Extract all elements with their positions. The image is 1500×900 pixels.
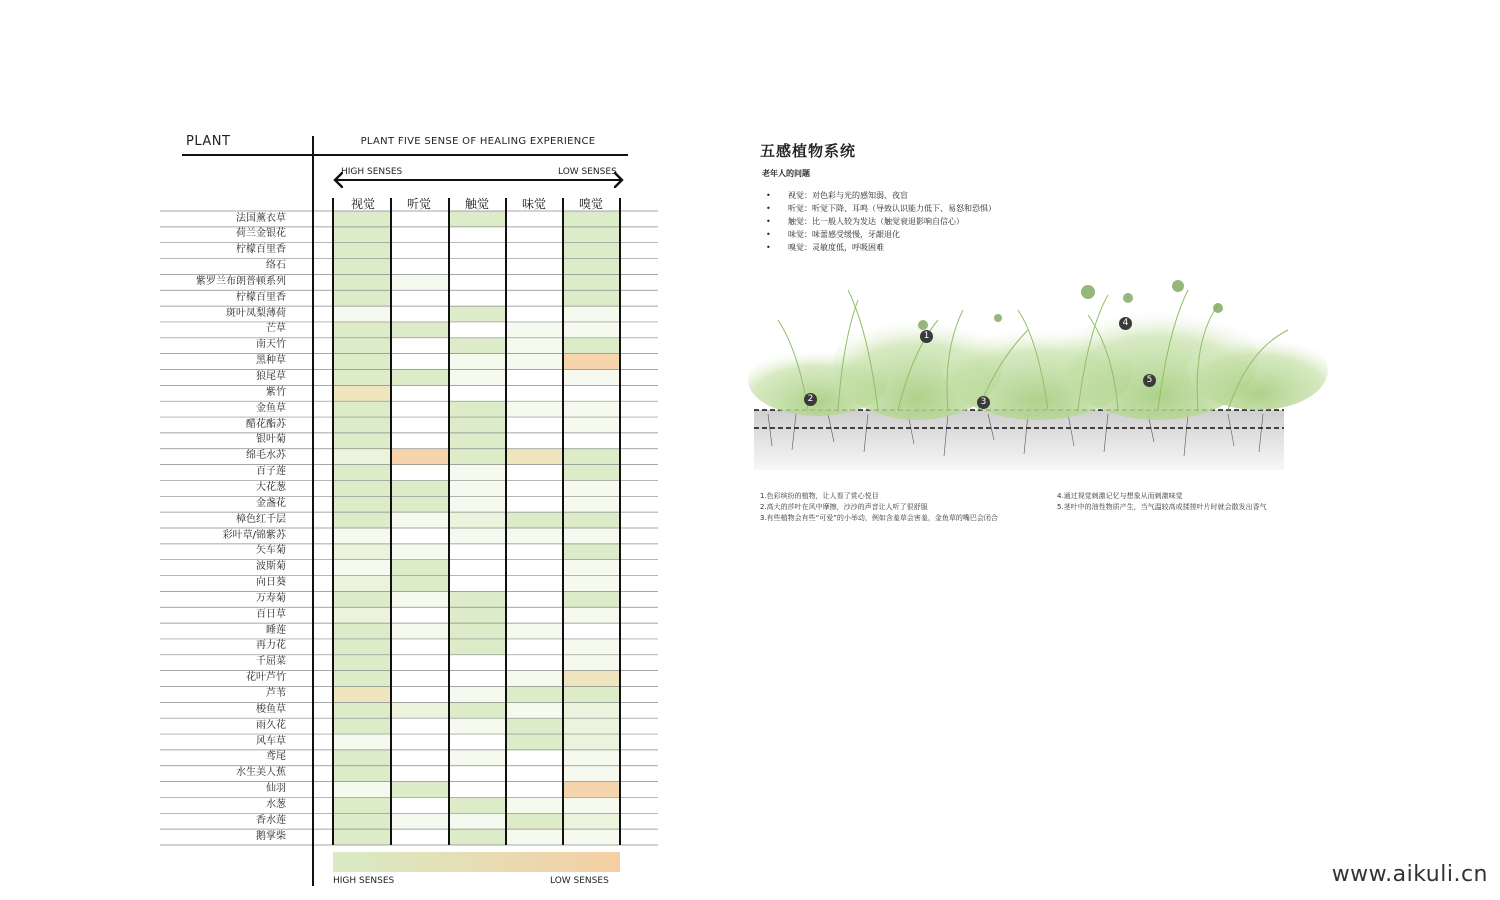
watermark: www.aikuli.cn — [1331, 862, 1488, 887]
heatmap-cell — [563, 274, 620, 290]
heatmap-cell — [333, 766, 391, 782]
heatmap-cell — [333, 449, 391, 465]
heatmap-cell — [563, 512, 620, 528]
heatmap-cell — [391, 512, 449, 528]
heatmap-cell — [333, 259, 391, 275]
heatmap-cell — [449, 385, 506, 401]
heatmap-cell — [449, 591, 506, 607]
heatmap-cell — [563, 813, 620, 829]
heatmap-cell — [449, 306, 506, 322]
plant-name: 柠檬百里香 — [236, 291, 286, 303]
heatmap-cell — [333, 465, 391, 481]
heatmap-cell — [391, 243, 449, 259]
plant-name: 法国薰衣草 — [236, 212, 286, 224]
heatmap-cell — [506, 338, 563, 354]
legend-high-label: HIGH SENSES — [333, 876, 395, 886]
panel-title: 五感植物系统 — [760, 142, 857, 160]
heatmap-cell — [391, 544, 449, 560]
heatmap-cell — [506, 702, 563, 718]
heatmap-cell — [333, 322, 391, 338]
plant-name: 香水莲 — [256, 814, 286, 826]
heatmap-cell — [506, 813, 563, 829]
heatmap-cell — [449, 687, 506, 703]
note-4: 4.通过视觉刺激记忆与想象从而刺激味觉 — [1057, 492, 1183, 500]
heatmap-cell — [449, 512, 506, 528]
heatmap-cell — [506, 370, 563, 386]
heatmap-cell — [563, 306, 620, 322]
heatmap-cell — [449, 766, 506, 782]
plant-name: 水生美人蕉 — [236, 767, 286, 779]
heatmap-cell — [506, 512, 563, 528]
heatmap-cell — [449, 528, 506, 544]
heatmap-cell — [449, 354, 506, 370]
heatmap-cell — [506, 496, 563, 512]
plant-name: 风车草 — [256, 735, 286, 747]
heatmap-cell — [563, 702, 620, 718]
heatmap-cell — [391, 274, 449, 290]
heatmap-cell — [506, 639, 563, 655]
heatmap-cell — [506, 797, 563, 813]
marker-2: 2 — [804, 393, 817, 406]
heatmap-cell — [563, 290, 620, 306]
heatmap-cell — [449, 702, 506, 718]
heatmap-cell — [563, 322, 620, 338]
heatmap-cell — [506, 591, 563, 607]
heatmap-cell — [391, 702, 449, 718]
experience-header: PLANT FIVE SENSE OF HEALING EXPERIENCE — [360, 136, 596, 147]
heatmap-cell — [506, 211, 563, 227]
plant-name: 绵毛水苏 — [246, 450, 286, 462]
plant-name: 柠檬百里香 — [236, 244, 286, 256]
heatmap-cell — [391, 496, 449, 512]
heatmap-cell — [333, 290, 391, 306]
heatmap-cell — [333, 702, 391, 718]
heatmap-cell — [333, 227, 391, 243]
plant-name: 醋花酯苏 — [246, 418, 286, 430]
plant-name: 狼尾草 — [256, 371, 286, 382]
heatmap-cell — [563, 782, 620, 798]
heatmap-cell — [391, 560, 449, 576]
heatmap-cell — [391, 211, 449, 227]
plant-name: 荷兰金银花 — [236, 228, 286, 240]
heatmap-cell — [449, 797, 506, 813]
heatmap-cell — [333, 211, 391, 227]
plant-name: 再力花 — [256, 640, 286, 652]
heatmap-cell — [449, 813, 506, 829]
heatmap-cell — [563, 607, 620, 623]
issue-item: • 听觉：听觉下降、耳鸣（导致认识能力低下、易怒和恐惧） — [766, 204, 996, 213]
heatmap-cell — [333, 243, 391, 259]
planting-section-illustration — [748, 270, 1328, 480]
heatmap-cell — [391, 227, 449, 243]
heatmap-cell — [333, 576, 391, 592]
heatmap-cell — [391, 591, 449, 607]
heatmap-cell — [449, 290, 506, 306]
heatmap-cell — [333, 655, 391, 671]
heatmap-cell — [333, 433, 391, 449]
heatmap-cell — [333, 480, 391, 496]
sense-header-touch: 触觉 — [464, 197, 489, 211]
heatmap-cell — [449, 417, 506, 433]
marker-4: 4 — [1119, 317, 1132, 330]
heatmap-cell — [391, 401, 449, 417]
plant-name: 紫罗兰布朗普顿系列 — [196, 275, 286, 287]
plant-name: 梭鱼草 — [256, 703, 286, 715]
heatmap-cell — [449, 576, 506, 592]
heatmap-cell — [333, 750, 391, 766]
heatmap-cell — [333, 512, 391, 528]
heatmap-cell — [506, 401, 563, 417]
plant-name: 金盏花 — [256, 497, 286, 509]
heatmap-cell — [333, 354, 391, 370]
heatmap-cell — [391, 338, 449, 354]
heatmap-cell — [506, 449, 563, 465]
heatmap-cell — [506, 290, 563, 306]
plant-name: 雨久花 — [256, 719, 286, 731]
plant-name: 紫竹 — [266, 386, 286, 398]
heatmap-cell — [391, 797, 449, 813]
heatmap-cell — [333, 306, 391, 322]
heatmap-cell — [563, 370, 620, 386]
issue-item: • 味觉：味蕾感受缓慢，牙龈退化 — [766, 230, 900, 239]
heatmap-cell — [506, 607, 563, 623]
issue-item: • 触觉：比一般人较为发达（触觉衰退影响自信心） — [766, 217, 964, 226]
heatmap-cell — [333, 734, 391, 750]
heatmap-cell — [563, 354, 620, 370]
heatmap-cell — [333, 338, 391, 354]
plant-name: 万寿菊 — [256, 592, 286, 604]
heatmap-cell — [333, 560, 391, 576]
heatmap-cell — [449, 829, 506, 845]
heatmap-cell — [449, 718, 506, 734]
plant-name: 睡莲 — [266, 624, 286, 636]
heatmap-cell — [506, 655, 563, 671]
heatmap-cell — [449, 480, 506, 496]
heatmap-cell — [391, 385, 449, 401]
heatmap-cell — [563, 591, 620, 607]
heatmap-cell — [563, 766, 620, 782]
heatmap-cell — [506, 734, 563, 750]
heatmap-cell — [563, 259, 620, 275]
heatmap-cell — [563, 687, 620, 703]
plant-name: 百日草 — [256, 608, 286, 620]
heatmap-cell — [563, 639, 620, 655]
plant-name: 向日葵 — [256, 577, 286, 589]
heatmap-cell — [333, 797, 391, 813]
issue-item: • 嗅觉：灵敏度低，呼吸困难 — [766, 243, 884, 252]
heatmap-cell — [449, 338, 506, 354]
heatmap-cell — [506, 750, 563, 766]
heatmap-cell — [333, 417, 391, 433]
heatmap-cell — [506, 623, 563, 639]
heatmap-cell — [449, 227, 506, 243]
heatmap-cell — [563, 655, 620, 671]
heatmap-cell — [449, 274, 506, 290]
heatmap-cell — [506, 766, 563, 782]
heatmap-cell — [449, 655, 506, 671]
plant-name: 水葱 — [266, 798, 286, 810]
heatmap-cell — [563, 544, 620, 560]
heatmap-cell — [449, 496, 506, 512]
plant-name: 仙羽 — [266, 783, 286, 795]
plant-name: 鹅掌柴 — [256, 830, 286, 842]
plant-name: 络石 — [266, 260, 286, 272]
marker-1: 1 — [920, 330, 933, 343]
heatmap-cell — [506, 576, 563, 592]
heatmap-cell — [391, 465, 449, 481]
heatmap-cell — [391, 718, 449, 734]
heatmap-cell — [506, 259, 563, 275]
plant-name: 百子莲 — [256, 466, 286, 478]
panel-subtitle: 老年人的问题 — [762, 169, 810, 178]
heatmap-cell — [449, 370, 506, 386]
heatmap-cell — [449, 750, 506, 766]
plant-name: 波斯菊 — [256, 561, 286, 573]
heatmap-cell — [506, 829, 563, 845]
heatmap-cell — [391, 607, 449, 623]
heatmap-cell — [391, 813, 449, 829]
heatmap-cell — [449, 322, 506, 338]
heatmap-cell — [563, 576, 620, 592]
plant-header: PLANT — [186, 134, 231, 149]
heatmap-cell — [506, 782, 563, 798]
heatmap-cell — [391, 354, 449, 370]
heatmap-cell — [506, 671, 563, 687]
heatmap-cell — [563, 623, 620, 639]
heatmap-cell — [391, 687, 449, 703]
heatmap-cell — [449, 607, 506, 623]
heatmap-cell — [449, 465, 506, 481]
heatmap-cell — [563, 480, 620, 496]
heatmap-cell — [391, 449, 449, 465]
plant-name: 银叶菊 — [256, 434, 286, 446]
heatmap-cell — [449, 449, 506, 465]
heatmap-cell — [506, 687, 563, 703]
heatmap-cell — [391, 480, 449, 496]
heatmap-cell — [506, 227, 563, 243]
heatmap-cell — [333, 274, 391, 290]
plant-name: 斑叶凤梨薄荷 — [226, 307, 286, 319]
heatmap-cell — [506, 354, 563, 370]
heatmap-cell — [391, 750, 449, 766]
heatmap-cell — [333, 829, 391, 845]
heatmap-cell — [506, 417, 563, 433]
plant-name: 花叶芦竹 — [246, 672, 286, 684]
heatmap-cell — [449, 243, 506, 259]
plant-name: 芒草 — [266, 323, 286, 335]
heatmap-cell — [563, 734, 620, 750]
heatmap-cell — [563, 211, 620, 227]
heatmap-cell — [506, 322, 563, 338]
heatmap-cell — [333, 496, 391, 512]
heatmap-cell — [391, 623, 449, 639]
marker-5: 5 — [1143, 374, 1156, 387]
heatmap-cell — [333, 401, 391, 417]
plant-name: 彩叶草/锦紫苏 — [222, 529, 286, 541]
note-2: 2.高大的莎叶在风中摩擦，沙沙的声音让人听了很舒服 — [760, 503, 928, 511]
heatmap-cell — [563, 718, 620, 734]
heatmap-cell — [563, 385, 620, 401]
heatmap-cell — [391, 782, 449, 798]
heatmap-cell — [391, 734, 449, 750]
foliage-mass — [1188, 330, 1328, 410]
heatmap-cell — [333, 718, 391, 734]
heatmap-cell — [563, 750, 620, 766]
heatmap-cell — [563, 465, 620, 481]
heatmap-cell — [333, 591, 391, 607]
heatmap-cell — [563, 401, 620, 417]
heatmap-cell — [333, 528, 391, 544]
sense-header-sight: 视觉 — [350, 197, 375, 211]
sense-header-hearing: 听觉 — [406, 197, 431, 211]
heatmap-cell — [506, 560, 563, 576]
plant-name: 芦苇 — [266, 688, 286, 699]
heatmap-cell — [391, 306, 449, 322]
heatmap-cell — [333, 607, 391, 623]
arrow-low-label: LOW SENSES — [558, 167, 617, 177]
heatmap-cell — [506, 306, 563, 322]
heatmap-cell — [563, 528, 620, 544]
heatmap-cell — [563, 243, 620, 259]
heatmap-cell — [391, 290, 449, 306]
heatmap-cell — [506, 480, 563, 496]
heatmap-cell — [391, 528, 449, 544]
plant-name: 鸢尾 — [266, 751, 286, 763]
heatmap-cell — [391, 370, 449, 386]
heatmap-cell — [563, 496, 620, 512]
heatmap-cell — [391, 322, 449, 338]
heatmap-cell — [391, 671, 449, 687]
plant-name: 千屈菜 — [256, 656, 286, 668]
heatmap-cell — [391, 639, 449, 655]
heatmap-cell — [563, 671, 620, 687]
heatmap-cell — [333, 813, 391, 829]
heatmap-cell — [333, 370, 391, 386]
plant-name: 金鱼草 — [256, 402, 286, 414]
arrow-high-label: HIGH SENSES — [341, 167, 403, 177]
heatmap-cell — [449, 671, 506, 687]
heatmap-cell — [449, 639, 506, 655]
heatmap-cell — [391, 259, 449, 275]
heatmap-cell — [449, 734, 506, 750]
heatmap-cell — [391, 433, 449, 449]
heatmap-cell — [391, 417, 449, 433]
plant-name: 樟色红千层 — [236, 513, 286, 525]
heatmap-cell — [563, 417, 620, 433]
heatmap-cell — [333, 544, 391, 560]
issue-item: • 视觉：对色彩与光的感知弱、夜盲 — [766, 191, 908, 200]
heatmap-cell — [506, 718, 563, 734]
plant-name: 大花葱 — [256, 481, 286, 493]
heatmap-cell — [563, 829, 620, 845]
heatmap-cell — [333, 385, 391, 401]
heatmap-cell — [506, 528, 563, 544]
heatmap-cell — [449, 211, 506, 227]
heatmap-cell — [449, 401, 506, 417]
heatmap-cell — [333, 782, 391, 798]
heatmap-cell — [333, 687, 391, 703]
note-5: 5.茎叶中的油性物质产生，当气温较高或揉搓叶片时就会散发出香气 — [1057, 503, 1267, 511]
heatmap-cell — [449, 433, 506, 449]
heatmap-cell — [563, 433, 620, 449]
heatmap-cell — [449, 623, 506, 639]
heatmap-cell — [449, 544, 506, 560]
heatmap-cell — [333, 623, 391, 639]
note-1: 1.色彩缤纷的植物，让人看了赏心悦目 — [760, 492, 879, 500]
heatmap-cell — [506, 385, 563, 401]
heatmap-cell — [333, 671, 391, 687]
heatmap-cell — [391, 576, 449, 592]
heatmap-cell — [563, 338, 620, 354]
heatmap-cell — [506, 465, 563, 481]
legend-gradient-bar — [333, 852, 620, 872]
sense-header-taste: 味觉 — [521, 197, 546, 211]
heatmap-cell — [391, 766, 449, 782]
plant-name: 矢车菊 — [256, 545, 286, 557]
heatmap-cell — [506, 544, 563, 560]
note-3: 3.有些植物会有些“可爱”的小举动，例如含羞草会害羞，金鱼草的嘴巴会闭合 — [760, 514, 998, 522]
sense-header-smell: 嗅觉 — [578, 197, 603, 211]
heatmap-cell — [449, 259, 506, 275]
heatmap-cell — [506, 274, 563, 290]
heatmap-cell — [449, 782, 506, 798]
heatmap-cell — [333, 639, 391, 655]
heatmap-cell — [391, 655, 449, 671]
heatmap-cell — [563, 560, 620, 576]
heatmap-cell — [506, 433, 563, 449]
plant-name: 黑种草 — [256, 355, 286, 367]
heatmap-cell — [563, 449, 620, 465]
heatmap-cell — [391, 829, 449, 845]
heatmap-cell — [449, 560, 506, 576]
legend-low-label: LOW SENSES — [550, 876, 609, 886]
heatmap-cell — [563, 797, 620, 813]
marker-3: 3 — [977, 396, 990, 409]
plant-name: 南天竹 — [256, 339, 286, 351]
heatmap-cell — [563, 227, 620, 243]
heatmap-cell — [506, 243, 563, 259]
